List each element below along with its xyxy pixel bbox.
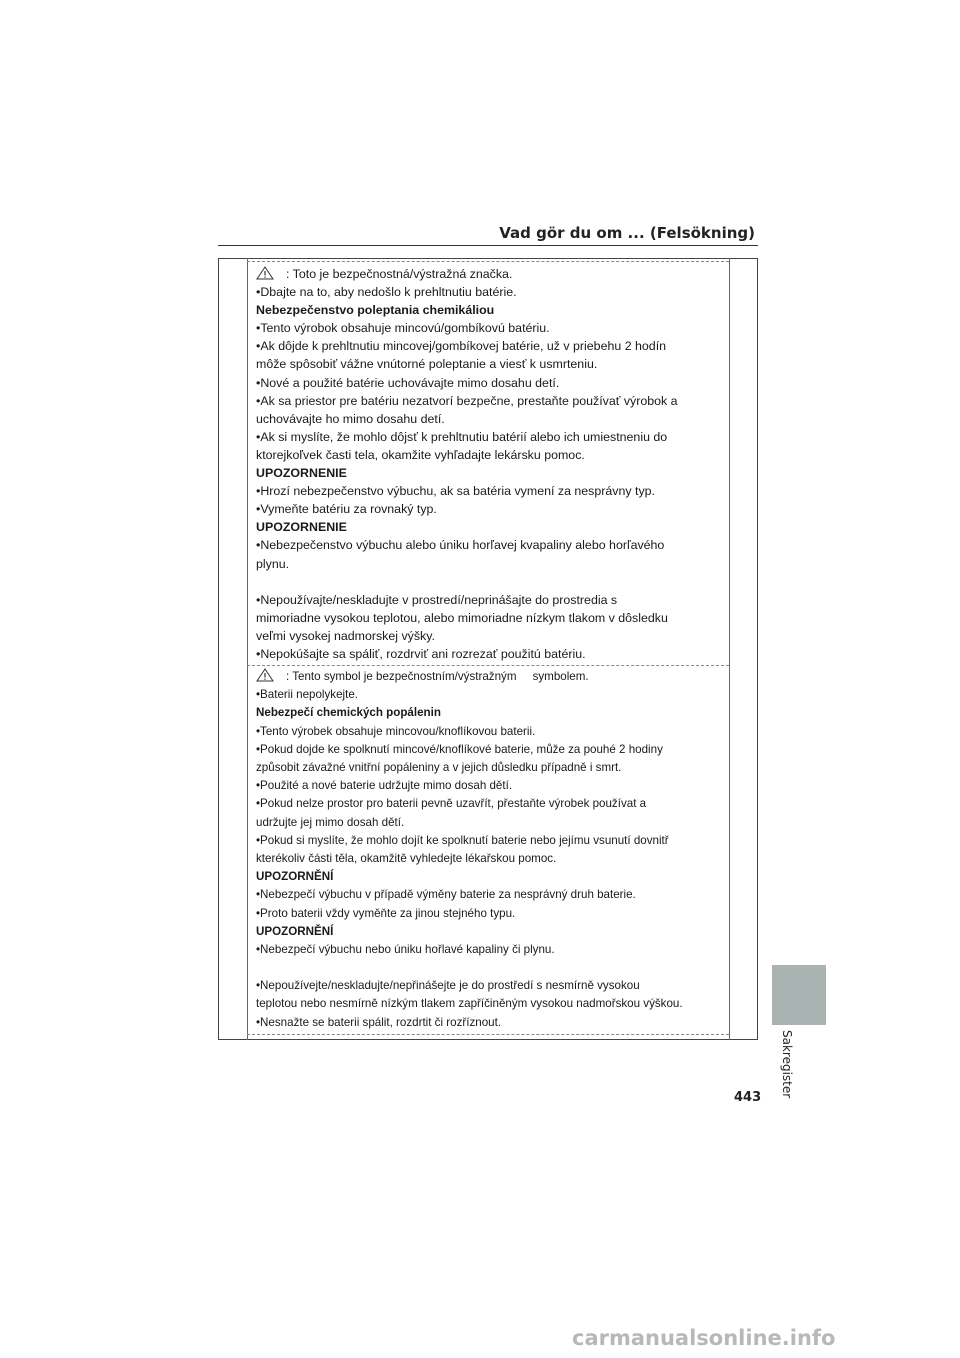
page-number: 443 <box>734 1090 762 1105</box>
sk-line: •Vymeňte batériu za rovnaký typ. <box>256 502 437 517</box>
sk-line: ktorejkoľvek časti tela, okamžite vyhľadajte lekársku pomoc. <box>256 447 585 462</box>
cz-line: •Pokud dojde ke spolknutí mincové/knoflíkové baterie, může za pouhé 2 hodiny <box>256 742 663 756</box>
cz-line: •Pokud nelze prostor pro baterii pevně uzavřít, přestaňte výrobek používat a <box>256 797 647 811</box>
sk-line: •Nepokúšajte sa spáliť, rozdrviť ani rozrezať použitú batériu. <box>256 646 586 661</box>
frame-dash-bottom <box>247 1034 729 1035</box>
header-rule <box>218 245 758 246</box>
cz-line: •Nebezpečí výbuchu nebo úniku hořlavé kapaliny či plynu. <box>256 943 555 957</box>
cz-symbol-text: : Tento symbol je bezpečnostním/výstražným symbolem. <box>286 670 589 683</box>
cz-line: způsobit závažné vnitřní popáleniny a v jejich důsledku případně i smrt. <box>256 761 622 775</box>
sk-line: •Ak dôjde k prehltnutiu mincovej/gombíkovej batérie, už v priebehu 2 hodín <box>256 339 667 354</box>
sk-line: plynu. <box>256 556 290 571</box>
cz-heading: UPOZORNĚNÍ <box>256 870 334 884</box>
sk-line: •Ak si myslíte, že mohlo dôjsť k prehltnutiu batérií alebo ich umiestneniu do <box>256 429 668 444</box>
sk-line: •Hrozí nebezpečenstvo výbuchu, ak sa batéria vymení za nesprávny typ. <box>256 484 655 499</box>
cz-line: teplotou nebo nesmírně nízkým tlakem zapříčiněným vysokou nadmořskou výškou. <box>256 997 683 1011</box>
sk-symbol-line <box>256 265 722 283</box>
page-header-title: Vad gör du om ... (Felsökning) <box>499 224 755 242</box>
sk-line: •Ak sa priestor pre batériu nezatvorí bezpečne, prestaňte používať výrobok a <box>256 393 678 408</box>
frame-inner-left-rule <box>247 258 248 1040</box>
sk-spacer <box>256 573 722 591</box>
sk-line: •Nebezpečenstvo výbuchu alebo úniku horľavej kvapaliny alebo horľavého <box>256 538 665 553</box>
cz-line: •Nebezpečí výbuchu v případě výměny baterie za nesprávný druh baterie. <box>256 888 636 902</box>
cz-line: udržujte jej mimo dosah dětí. <box>256 815 405 829</box>
cz-line: •Pokud si myslíte, že mohlo dojít ke spolknutí baterie nebo jejímu vsunutí dovnitř <box>256 833 669 847</box>
sk-heading: Nebezpečenstvo poleptania chemikáliou <box>256 303 495 318</box>
sk-symbol-text: : Toto je bezpečnostná/výstražná značka. <box>286 267 513 281</box>
slovak-warning-block <box>256 265 722 663</box>
sk-heading: UPOZORNENIE <box>256 466 347 481</box>
cz-line: kterékoliv části těla, okamžitě vyhledejte lékařskou pomoc. <box>256 852 557 866</box>
cz-line: •Nesnažte se baterii spálit, rozdrtit či rozříznout. <box>256 1015 502 1029</box>
section-index-tab <box>772 965 826 1025</box>
cz-line: •Nepoužívejte/neskladujte/nepřinášejte je do prostředí s nesmírně vysokou <box>256 979 640 993</box>
sk-line: môže spôsobiť vážne vnútorné poleptanie a viesť k usmrteniu. <box>256 357 598 372</box>
cz-spacer <box>256 959 722 977</box>
section-divider <box>247 665 729 666</box>
frame-inner-right-rule <box>729 258 730 1040</box>
frame-dash-top <box>247 261 729 262</box>
cz-symbol-line <box>256 668 722 686</box>
warning-triangle-icon <box>256 266 274 280</box>
warning-triangle-icon <box>256 668 274 682</box>
cz-line: •Použité a nové baterie udržujte mimo dosah dětí. <box>256 779 513 793</box>
sk-line: veľmi vysokej nadmorskej výšky. <box>256 628 435 643</box>
czech-warning-block <box>256 668 722 1032</box>
sk-line: •Nové a použité batérie uchovávajte mimo dosahu detí. <box>256 375 560 390</box>
cz-line: •Tento výrobek obsahuje mincovou/knoflíkovou baterii. <box>256 724 536 738</box>
sk-line: uchovávajte ho mimo dosahu detí. <box>256 411 445 426</box>
cz-heading: UPOZORNĚNÍ <box>256 924 334 938</box>
watermark: carmanualsonline.info <box>572 1326 836 1350</box>
sk-line: •Tento výrobok obsahuje mincovú/gombíkovú batériu. <box>256 321 550 336</box>
cz-heading: Nebezpečí chemických popálenin <box>256 706 441 720</box>
sk-heading: UPOZORNENIE <box>256 520 347 535</box>
cz-line: •Baterii nepolykejte. <box>256 688 359 702</box>
section-index-label: Sakregister <box>780 1030 794 1099</box>
sk-line: •Dbajte na to, aby nedošlo k prehltnutiu batérie. <box>256 285 517 300</box>
sk-line: •Nepoužívajte/neskladujte v prostredí/neprinášajte do prostredia s <box>256 592 618 607</box>
cz-line: •Proto baterii vždy vyměňte za jinou stejného typu. <box>256 906 516 920</box>
sk-line: mimoriadne vysokou teplotou, alebo mimoriadne nízkym tlakom v dôsledku <box>256 610 668 625</box>
